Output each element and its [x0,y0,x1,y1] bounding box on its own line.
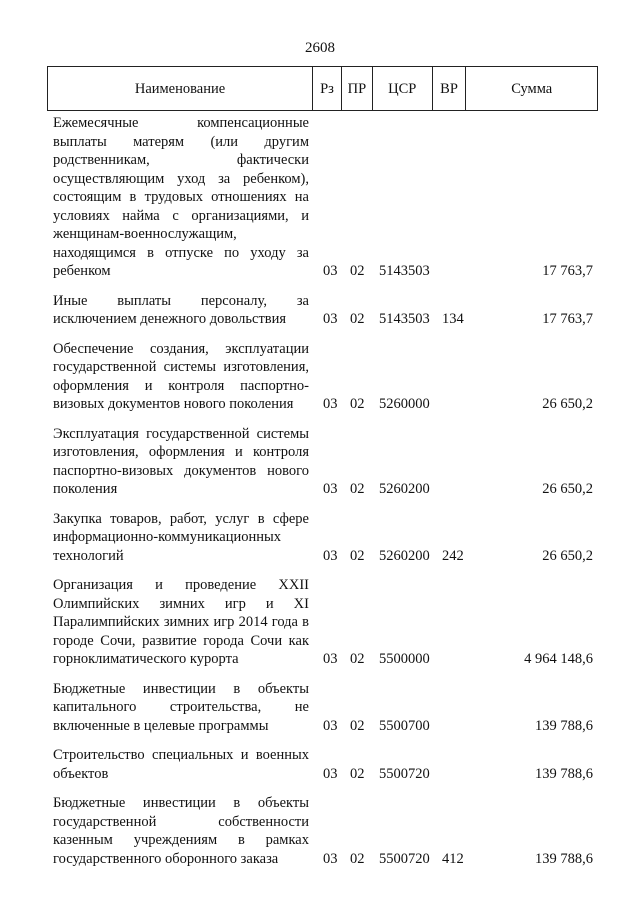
table-row [53,794,593,868]
row-name: Бюджетные инвестиции в объекты капитального строительства, не включенные в целевые программы [53,680,309,734]
row-name: Обеспечение создания, эксплуатации государственной системы изготовления, оформления и контроля паспортно-визовых документов нового поколения [53,340,309,412]
row-csr: 5260000 [379,396,430,412]
table-header [47,66,598,111]
row-sum: 17 763,7 [542,311,593,327]
header-name: Наименование [48,67,313,110]
row-csr: 5143503 [379,311,430,327]
row-rz: 03 [323,481,338,497]
table-row [53,510,593,566]
row-sum: 4 964 148,6 [524,651,593,667]
table-row [53,292,593,329]
row-sum: 26 650,2 [542,481,593,497]
row-rz: 03 [323,850,338,867]
table-row [53,114,593,281]
row-name: Ежемесячные компенсационные выплаты матерям (или другим родственникам, фактически осуществляющим уход за ребенком), состоящим в трудовых отношениях на условиях найма с организациями, и женщинам-военнослужащим, находящимся в отпуске по уходу за ребенком [53,115,309,279]
page-number: 2608 [305,40,335,56]
row-csr: 5500720 [379,765,430,782]
row-name: Эксплуатация государственной системы изготовления, оформления и контроля паспортно-визовых документов нового поколения [53,425,309,497]
row-pr: 02 [350,717,365,734]
row-csr: 5500000 [379,651,430,667]
row-sum: 26 650,2 [542,547,593,564]
header-pr: ПР [342,67,373,110]
row-name: Организация и проведение XXII Олимпийских зимних игр и XI Паралимпийских зимних игр 2014 года в городе Сочи, развитие города Сочи как горноклиматического курорта [53,577,309,667]
row-csr: 5143503 [379,263,430,279]
row-rz: 03 [323,547,338,564]
row-sum: 139 788,6 [535,850,593,867]
row-rz: 03 [323,263,338,279]
row-sum: 139 788,6 [535,765,593,782]
row-csr: 5260200 [379,547,430,564]
header-csr: ЦСР [373,67,433,110]
row-name: Иные выплаты персоналу, за исключением денежного довольствия [53,292,309,327]
table-row [53,425,593,499]
header-sum: Сумма [511,80,553,97]
row-pr: 02 [350,263,365,279]
row-csr: 5500720 [379,850,430,867]
row-vr: 134 [442,311,464,327]
row-name: Строительство специальных и военных объектов [53,747,309,782]
table-row [53,576,593,669]
row-sum: 26 650,2 [542,396,593,412]
row-rz: 03 [323,651,338,667]
row-rz: 03 [323,311,338,327]
row-rz: 03 [323,765,338,782]
row-csr: 5260200 [379,481,430,497]
header-vr: ВР [433,67,467,110]
row-csr: 5500700 [379,717,430,734]
row-vr: 242 [442,547,464,564]
row-pr: 02 [350,765,365,782]
table-body [53,114,593,879]
row-sum: 139 788,6 [535,717,593,734]
table-row [53,746,593,783]
row-sum: 17 763,7 [542,263,593,279]
row-name: Закупка товаров, работ, услуг в сфере информационно-коммуникационных технологий [53,510,309,564]
row-pr: 02 [350,547,365,564]
row-pr: 02 [350,651,365,667]
row-pr: 02 [350,850,365,867]
row-rz: 03 [323,396,338,412]
row-name: Бюджетные инвестиции в объекты государственной собственности казенным учреждениям в рамках государственного оборонного заказа [53,795,309,867]
row-vr: 412 [442,850,464,867]
row-rz: 03 [323,717,338,734]
table-row [53,340,593,414]
row-pr: 02 [350,311,365,327]
row-pr: 02 [350,481,365,497]
row-pr: 02 [350,396,365,412]
header-rz: Рз [313,67,342,110]
table-row [53,680,593,736]
